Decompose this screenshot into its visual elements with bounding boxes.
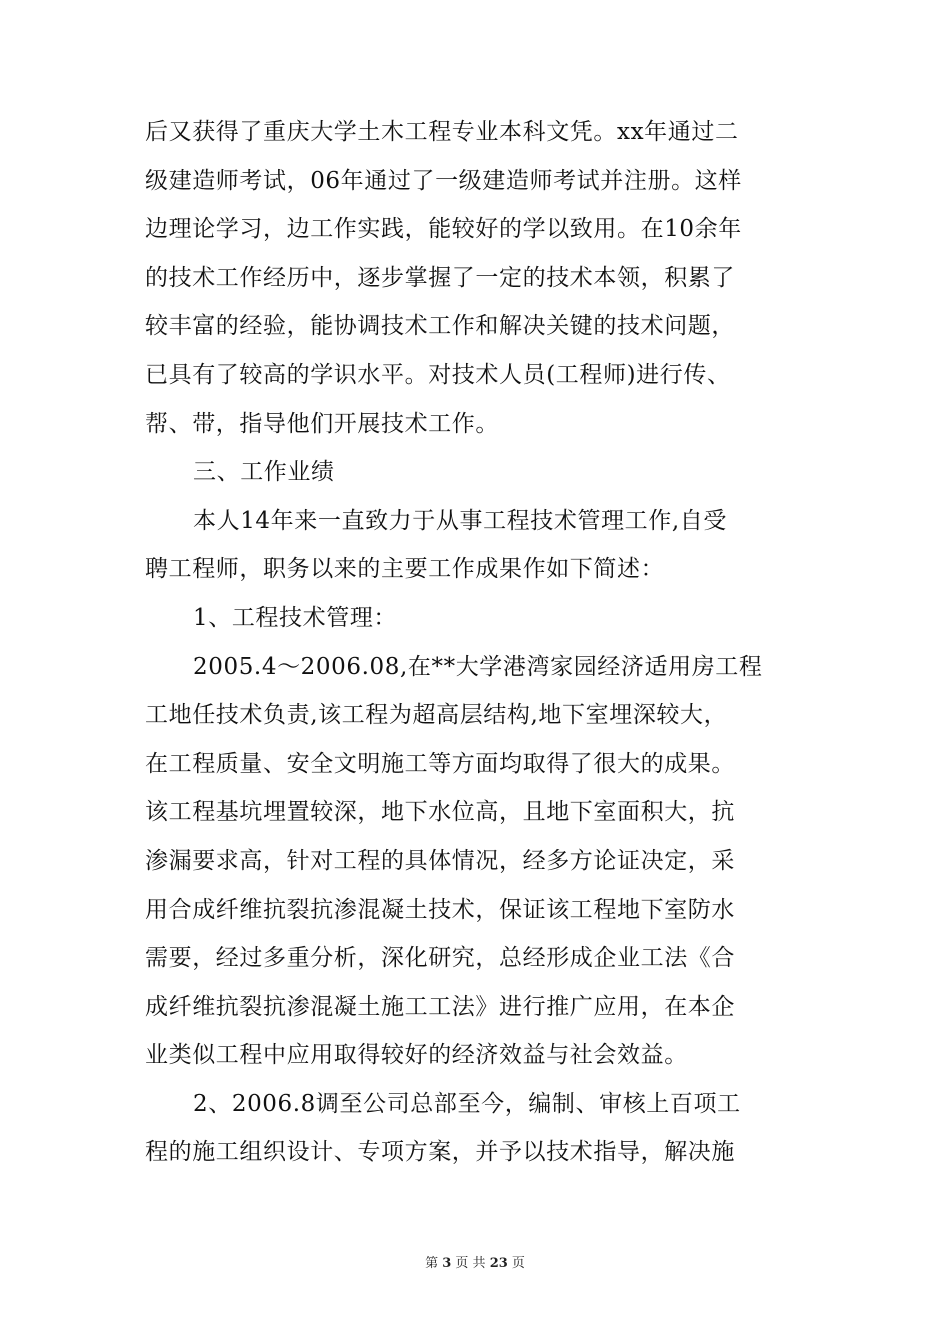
page-number: 3 [442, 1256, 452, 1271]
page-footer [0, 1252, 950, 1271]
text-line: 渗漏要求高，针对工程的具体情况，经多方论证决定，采 [145, 847, 735, 874]
text-line: 的技术工作经历中，逐步掌握了一定的技术本领，积累了 [145, 264, 735, 291]
text-line: 工地任技术负责,该工程为超高层结构,地下室埋深较大， [145, 702, 728, 729]
text-line: 程的施工组织设计、专项方案，并予以技术指导，解决施 [145, 1139, 735, 1166]
text-line: 2、2006.8调至公司总部至今，编制、审核上百项工 [193, 1090, 741, 1117]
text-line: 较丰富的经验，能协调技术工作和解决关键的技术问题， [145, 313, 735, 340]
text-line: 用合成纤维抗裂抗渗混凝土技术，保证该工程地下室防水 [145, 896, 735, 923]
text-line: 需要，经过多重分析，深化研究，总经形成企业工法《合 [145, 945, 735, 972]
text-line: 业类似工程中应用取得较好的经济效益与社会效益。 [145, 1042, 688, 1069]
footer-suffix: 页 [511, 1256, 525, 1271]
text-line: 边理论学习，边工作实践，能较好的学以致用。在10余年 [145, 216, 742, 243]
text-line: 2005.4～2006.08,在**大学港湾家园经济适用房工程 [193, 653, 763, 680]
section-heading: 三、工作业绩 [193, 459, 335, 486]
footer-prefix: 第 [425, 1256, 439, 1271]
text-line: 成纤维抗裂抗渗混凝土施工工法》进行推广应用，在本企 [145, 993, 735, 1020]
text-line: 帮、带，指导他们开展技术工作。 [145, 410, 499, 437]
total-pages: 23 [489, 1256, 508, 1271]
text-line: 聘工程师，职务以来的主要工作成果作如下简述： [145, 556, 665, 583]
text-line: 已具有了较高的学识水平。对技术人员(工程师)进行传、 [145, 361, 731, 388]
text-line: 级建造师考试，06年通过了一级建造师考试并注册。这样 [145, 167, 742, 194]
text-line: 后又获得了重庆大学土木工程专业本科文凭。xx年通过二 [145, 119, 739, 145]
footer-middle: 页 共 [455, 1256, 486, 1271]
text-line: 在工程质量、安全文明施工等方面均取得了很大的成果。 [145, 750, 735, 777]
text-line: 该工程基坑埋置较深，地下水位高，且地下室面积大，抗 [145, 799, 735, 826]
subsection-heading: 1、工程技术管理： [193, 604, 398, 631]
text-line: 本人14年来一直致力于从事工程技术管理工作,自受 [193, 507, 727, 534]
body-text [145, 108, 785, 1177]
